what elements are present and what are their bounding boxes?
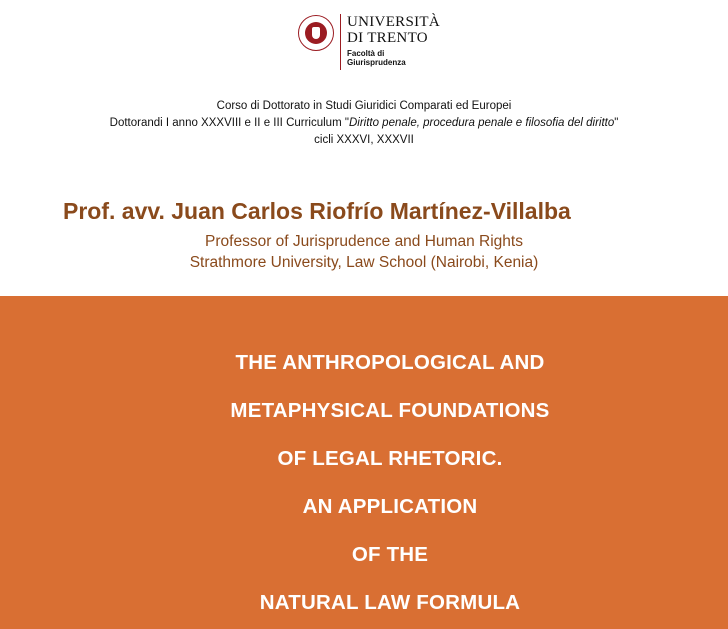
course-line-3: cicli XXXVI, XXXVII [314,134,414,146]
title-line: NATURAL LAW FORMULA [259,591,521,614]
curriculum-name: Diritto penale, procedura penale e filosofia del diritto [348,117,615,129]
speaker-name: Prof. avv. Juan Carlos Riofrío Martínez-Villalba [63,198,571,224]
course-line-2: Dottorandi I anno XXXVIII e II e III Curriculum "Diritto penale, procedura penale e filosofia del diritto" [109,117,619,129]
university-seal-icon [298,15,334,51]
course-line-1: Corso di Dottorato in Studi Giuridici Comparati ed Europei [216,100,512,112]
university-logo [298,14,440,70]
logo-faculty-2: Giurisprudenza [347,58,406,67]
title-line: OF THE [351,543,429,566]
speaker-institution: Strathmore University, Law School (Nairobi, Kenia) [189,254,539,271]
speaker-role: Professor of Jurisprudence and Human Rights [205,233,523,250]
title-line: THE ANTHROPOLOGICAL AND [235,351,545,374]
logo-university: UNIVERSITÀ [347,14,440,30]
lecture-title [30,339,728,627]
logo-divider [340,14,341,70]
logo-faculty-1: Facoltà di [347,49,385,58]
title-line: AN APPLICATION [302,495,478,518]
title-line: OF LEGAL RHETORIC. [277,447,503,470]
logo-trento: DI TRENTO [347,30,428,46]
course-info [0,98,728,149]
speaker-affiliation [0,231,728,273]
logo-text [347,14,440,67]
title-line: METAPHYSICAL FOUNDATIONS [230,399,550,422]
